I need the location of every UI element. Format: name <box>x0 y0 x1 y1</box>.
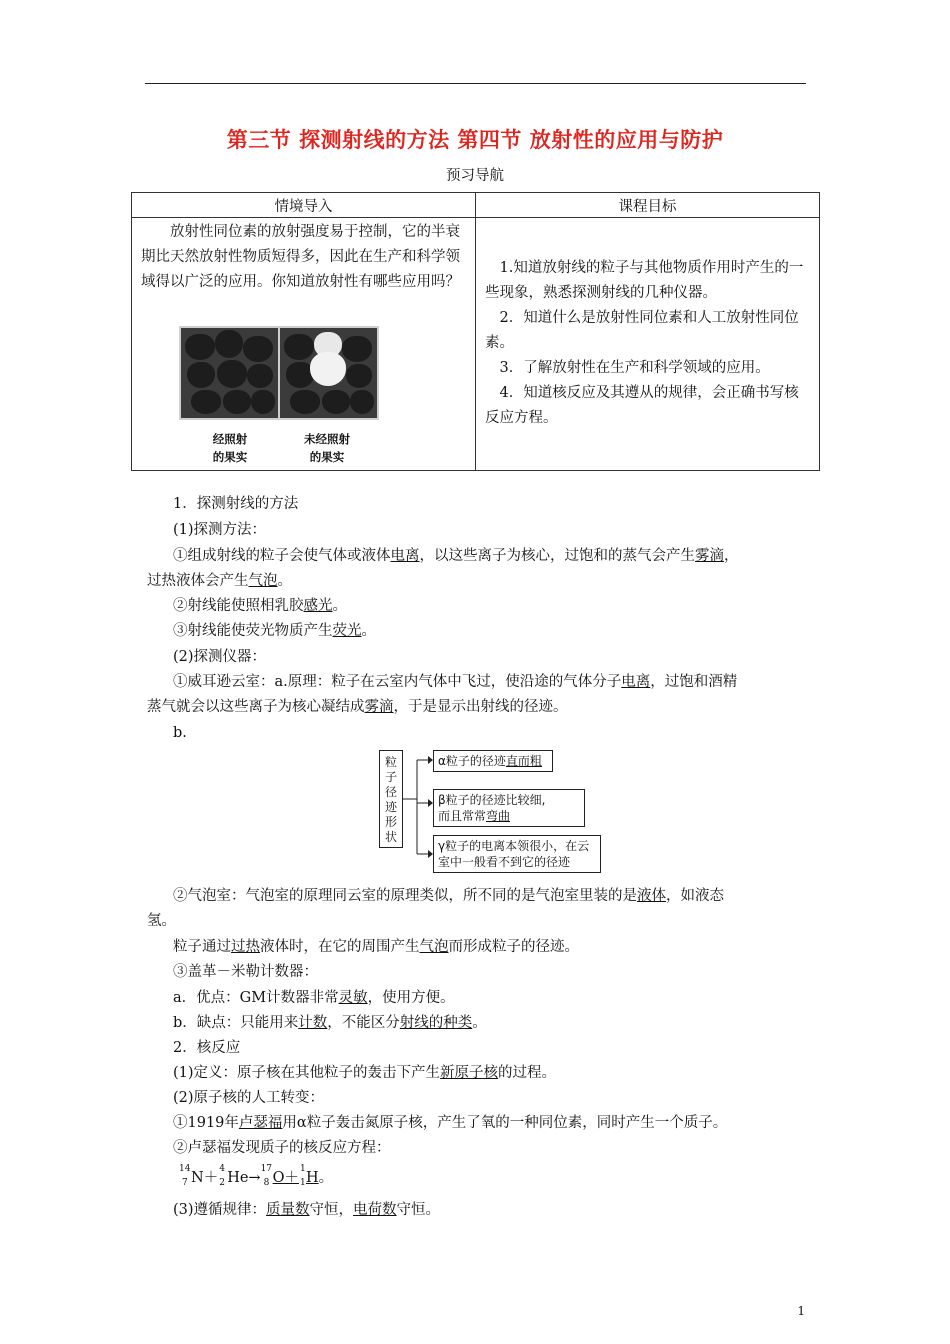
section-heading: 1．探测射线的方法 <box>173 496 299 512</box>
header-scenario: 情境导入 <box>132 193 476 218</box>
goal-item: 4．知道核反应及其遵从的规律，会正确书写核反应方程。 <box>485 385 799 426</box>
goal-item: 2．知道什么是放射性同位素和人工放射性同位素。 <box>485 310 799 351</box>
section-heading: 2．核反应 <box>173 1040 241 1056</box>
paragraph: b．缺点：只能用来计数，不能区分射线的种类。 <box>173 1015 487 1031</box>
paragraph: 过热液体会产生气泡。 <box>147 573 292 589</box>
paragraph: a．优点：GM计数器非常灵敏，使用方便。 <box>173 990 455 1006</box>
top-rule <box>145 83 806 84</box>
paragraph: ②射线能使照相乳胶感光。 <box>173 598 347 614</box>
paragraph: ①1919年卢瑟福用α粒子轰击氮原子核，产生了氧的一种同位素，同时产生一个质子。 <box>173 1115 728 1131</box>
paragraph: ①组成射线的粒子会使气体或液体电离，以这些离子为核心，过饱和的蒸气会产生雾滴， <box>173 548 739 564</box>
paragraph: ③射线能使荧光物质产生荧光。 <box>173 623 376 639</box>
goals-list <box>485 256 810 431</box>
diagram-gamma-box: γ粒子的电离本领很小，在云 室中一般看不到它的径迹 <box>433 835 601 873</box>
unirradiated-fruit-image <box>278 326 379 420</box>
diagram-root-box: 粒子径迹形状 <box>379 750 403 848</box>
goals-cell <box>476 218 820 471</box>
list-marker: b. <box>173 725 187 741</box>
scenario-cell <box>132 218 476 471</box>
paragraph: ②气泡室：气泡室的原理同云室的原理类似，所不同的是气泡室里装的是液体，如液态 <box>173 888 724 904</box>
subtitle: 预习导航 <box>446 168 504 184</box>
paragraph: 氢。 <box>147 913 176 929</box>
intro-text: 放射性同位素的放射强度易于控制，它的半衰期比天然放射性物质短得多，因此在生产和科学领域得以广泛的应用。你知道放射性有哪些应用吗？ <box>141 224 460 290</box>
header-goals: 课程目标 <box>476 193 820 218</box>
paragraph: 粒子通过过热液体时，在它的周围产生气泡而形成粒子的径迹。 <box>173 939 579 955</box>
paragraph: ②卢瑟福发现质子的核反应方程： <box>173 1140 391 1156</box>
diagram-alpha-box: α粒子的径迹直而粗 <box>433 750 553 772</box>
paragraph: (3)遵循规律：质量数守恒，电荷数守恒。 <box>173 1202 441 1218</box>
paragraph: 蒸气就会以这些离子为核心凝结成雾滴，于是显示出射线的径迹。 <box>147 699 568 715</box>
preview-guide-table <box>131 192 820 471</box>
nuclear-equation: 14 7 N＋ 4 2 He→ 17 8 O＋ 1 1 H。 <box>179 1164 334 1188</box>
paragraph: (2)原子核的人工转变： <box>173 1090 325 1106</box>
page-title: 第三节 探测射线的方法 第四节 放射性的应用与防护 <box>226 128 724 152</box>
diagram-connectors <box>403 750 433 874</box>
diagram-beta-box: β粒子的径迹比较细, 而且常常弯曲 <box>433 789 585 827</box>
paragraph: ③盖革－米勒计数器： <box>173 964 318 980</box>
caption-irradiated: 经照射 的果实 <box>212 432 248 464</box>
irradiated-fruit-image <box>179 326 280 420</box>
goal-item: 3．了解放射性在生产和科学领域的应用。 <box>499 360 770 376</box>
subsection-heading: (2)探测仪器： <box>173 649 267 665</box>
paragraph: (1)定义：原子核在其他粒子的轰击下产生新原子核的过程。 <box>173 1065 557 1081</box>
paragraph: ①威耳逊云室：a.原理：粒子在云室内气体中飞过，使沿途的气体分子电离，过饱和酒精 <box>173 674 738 690</box>
page-number: 1 <box>797 1304 805 1318</box>
caption-unirradiated: 未经照射 的果实 <box>304 432 350 464</box>
subsection-heading: (1)探测方法： <box>173 522 267 538</box>
goal-item: 1.知道放射线的粒子与其他物质作用时产生的一些现象，熟悉探测射线的几种仪器。 <box>485 260 804 301</box>
